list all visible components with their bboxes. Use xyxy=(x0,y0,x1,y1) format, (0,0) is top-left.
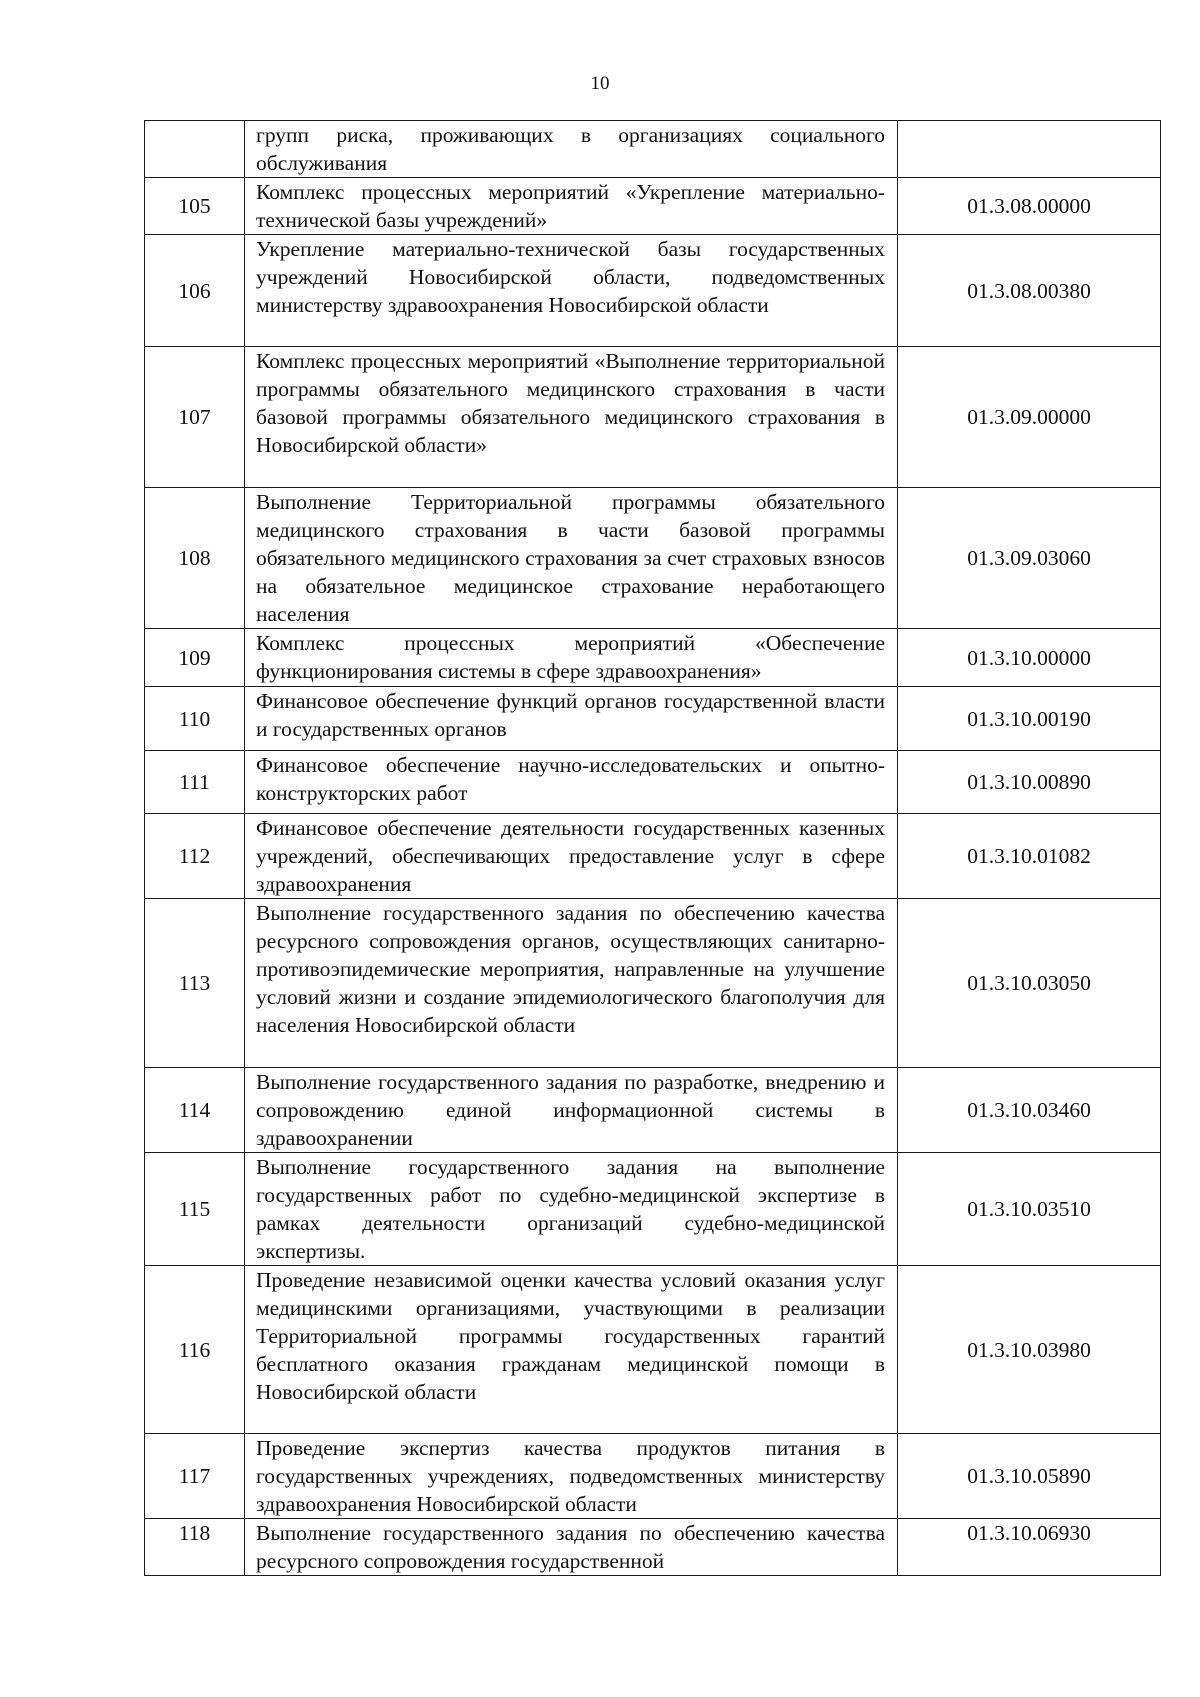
row-description: Выполнение государственного задания по разработке, внедрению и сопровождению единой информационной системы в здравоохранении xyxy=(245,1068,898,1153)
row-description: Выполнение государственного задания по обеспечению качества ресурсного сопровождения государственной xyxy=(245,1519,898,1576)
row-code: 01.3.10.00890 xyxy=(898,751,1161,814)
row-code xyxy=(898,121,1161,178)
row-code: 01.3.10.01082 xyxy=(898,814,1161,899)
row-description: Выполнение государственного задания по обеспечению качества ресурсного сопровождения органов, осуществляющих санитарно-противоэпидемические мероприятия, направленные на улучшение условий жизни и создание эпидемиологического благополучия для населения Новосибирской области xyxy=(245,899,898,1068)
table-row xyxy=(145,235,1161,347)
row-number: 114 xyxy=(145,1068,245,1153)
table-row xyxy=(145,1153,1161,1266)
row-code: 01.3.08.00000 xyxy=(898,178,1161,235)
row-code: 01.3.10.03980 xyxy=(898,1266,1161,1434)
row-code: 01.3.10.00000 xyxy=(898,629,1161,687)
table-row xyxy=(145,347,1161,488)
row-number: 117 xyxy=(145,1434,245,1519)
row-number: 111 xyxy=(145,751,245,814)
row-number: 112 xyxy=(145,814,245,899)
row-description: Финансовое обеспечение функций органов государственной власти и государственных органов xyxy=(245,687,898,751)
row-number: 113 xyxy=(145,899,245,1068)
table-row xyxy=(145,1519,1161,1576)
row-description: Проведение независимой оценки качества условий оказания услуг медицинскими организациями, участвующими в реализации Территориальной программы государственных гарантий бесплатного оказания гражданам медицинской помощи в Новосибирской области xyxy=(245,1266,898,1434)
table-row xyxy=(145,1266,1161,1434)
row-code: 01.3.10.05890 xyxy=(898,1434,1161,1519)
table-row xyxy=(145,751,1161,814)
row-description: Финансовое обеспечение деятельности государственных казенных учреждений, обеспечивающих предоставление услуг в сфере здравоохранения xyxy=(245,814,898,899)
row-number: 106 xyxy=(145,235,245,347)
row-code: 01.3.10.00190 xyxy=(898,687,1161,751)
row-number: 110 xyxy=(145,687,245,751)
row-description: Проведение экспертиз качества продуктов питания в государственных учреждениях, подведомственных министерству здравоохранения Новосибирской области xyxy=(245,1434,898,1519)
row-description: Комплекс процессных мероприятий «Укрепление материально-технической базы учреждений» xyxy=(245,178,898,235)
row-number: 108 xyxy=(145,488,245,629)
row-number: 118 xyxy=(145,1519,245,1576)
table-row xyxy=(145,488,1161,629)
row-code: 01.3.10.03050 xyxy=(898,899,1161,1068)
row-number: 109 xyxy=(145,629,245,687)
row-number: 105 xyxy=(145,178,245,235)
row-description: Выполнение Территориальной программы обязательного медицинского страхования в части базовой программы обязательного медицинского страхования за счет страховых взносов на обязательное медицинское страхование неработающего населения xyxy=(245,488,898,629)
row-description: Комплекс процессных мероприятий «Обеспечение функционирования системы в сфере здравоохранения» xyxy=(245,629,898,687)
table-row xyxy=(145,121,1161,178)
row-code: 01.3.10.03460 xyxy=(898,1068,1161,1153)
row-code: 01.3.10.06930 xyxy=(898,1519,1161,1576)
row-description: Укрепление материально-технической базы государственных учреждений Новосибирской области, подведомственных министерству здравоохранения Новосибирской области xyxy=(245,235,898,347)
budget-classification-table xyxy=(144,120,1161,1576)
table-row xyxy=(145,899,1161,1068)
row-number: 115 xyxy=(145,1153,245,1266)
row-code: 01.3.09.03060 xyxy=(898,488,1161,629)
row-description: Финансовое обеспечение научно-исследовательских и опытно-конструкторских работ xyxy=(245,751,898,814)
row-code: 01.3.10.03510 xyxy=(898,1153,1161,1266)
table-row xyxy=(145,1068,1161,1153)
row-code: 01.3.08.00380 xyxy=(898,235,1161,347)
row-description: Выполнение государственного задания на выполнение государственных работ по судебно-медицинской экспертизе в рамках деятельности организаций судебно-медицинской экспертизы. xyxy=(245,1153,898,1266)
row-number: 116 xyxy=(145,1266,245,1434)
row-number xyxy=(145,121,245,178)
row-description: групп риска, проживающих в организациях социального обслуживания xyxy=(245,121,898,178)
table-row xyxy=(145,814,1161,899)
table-row xyxy=(145,687,1161,751)
page-number: 10 xyxy=(590,73,610,94)
table-row xyxy=(145,1434,1161,1519)
table-row xyxy=(145,629,1161,687)
row-description: Комплекс процессных мероприятий «Выполнение территориальной программы обязательного медицинского страхования в части базовой программы обязательного медицинского страхования в Новосибирской области» xyxy=(245,347,898,488)
table-row xyxy=(145,178,1161,235)
row-code: 01.3.09.00000 xyxy=(898,347,1161,488)
row-number: 107 xyxy=(145,347,245,488)
